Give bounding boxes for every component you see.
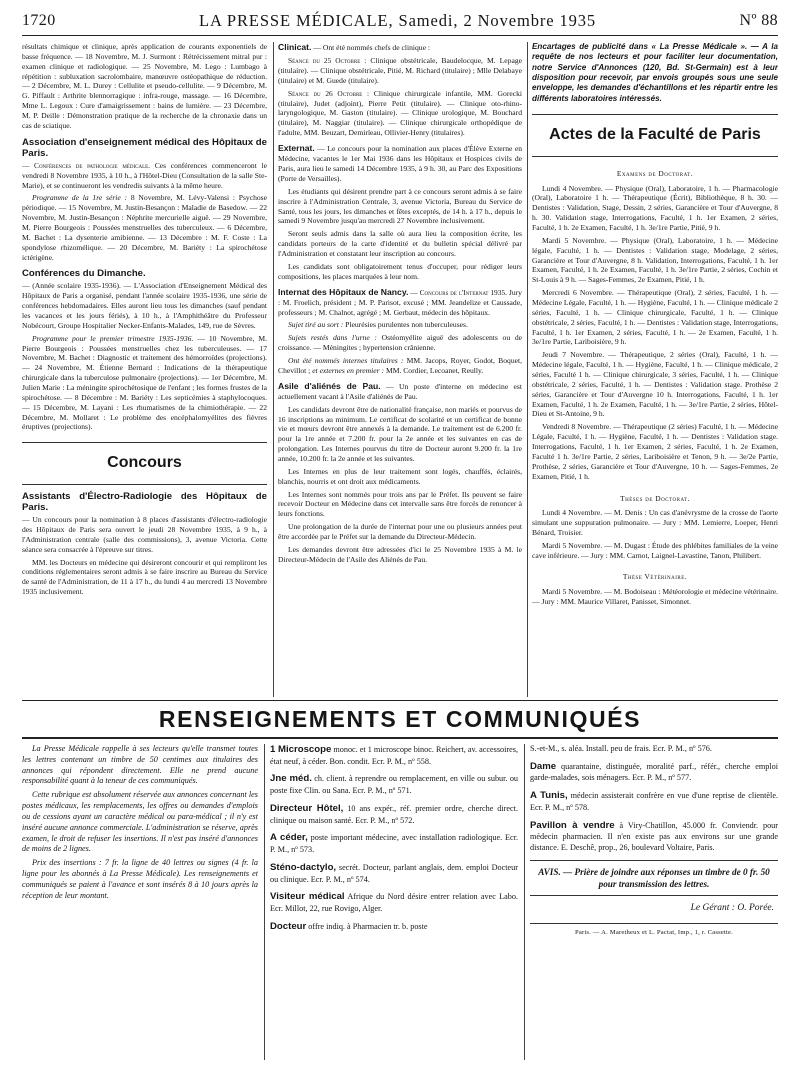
- paragraph: [278, 143, 522, 184]
- classified-ad: [270, 891, 518, 914]
- body-text: Ostéomyélite aiguë des adolescents ou de croissance. — Méningites ; hypertension crânienne.: [278, 333, 522, 353]
- classified-ad: [530, 761, 778, 784]
- paragraph: [278, 356, 522, 376]
- band-rule: [22, 700, 778, 701]
- label-text: Sujets restés dans l'urne :: [288, 333, 377, 343]
- paragraph: Lundi 4 Novembre. — Physique (Oral), Laboratoire, 1 h. — Pharmacologie (Oral), Laboratoire 1 h. — Thérapeutique (Écrit), Bibliothèque, 8 h. 30. — Dentistes : Validation, Stage, Dessin, 2 séries, Garancière et Tour d'Auvergne, 8 h. 30. Validation stage, Interrogations, Faculté, 1 h. 1er Examen, 2 séries, Faculté, 1 h. 2e Examen, Faculté, 1 h. 3e/1re Partie, Pitié, 9 h.: [532, 183, 778, 233]
- encart-text: — A la requête de nos lecteurs et pour faciliter leur documentation, notre Service d'Annonces (120, Bd. St-Germain) est à leur disposition pour recevoir, par envois groupés sous une seule enveloppe, les demandes d'échantillons et les répartir entre les différents laboratoires intéressés.: [532, 42, 778, 103]
- ad-keyword: Dame: [530, 760, 557, 772]
- paragraph: [278, 287, 522, 318]
- body-text: Jury : M. Froelich, président ; M. P. Parisot, excusé ; MM. Jeandelize et Caussade, professeurs ; M. Chalnot, agrégé ; M. Gerbaut, médecin des hôpitaux.: [278, 287, 522, 317]
- inline-heading: Asile d'aliénés de Pau.: [278, 380, 381, 391]
- ad-keyword: Jne méd.: [270, 773, 312, 785]
- upper-section: [22, 42, 778, 697]
- paragraph: [22, 334, 267, 433]
- encart-title: Encartages de publicité dans « La Presse Médicale ».: [532, 42, 748, 51]
- paragraph: Une prolongation de la durée de l'internat pour une ou plusieurs années peut être accordée par le Préfet sur la demande du Directeur-Médecin.: [278, 522, 522, 542]
- notice-paragraph: Prix des insertions : 7 fr. la ligne de 40 lettres ou signes (4 fr. la ligne pour les abonnés à La Presse Médicale). Les renseignements et communiqués se paient à l'avance et sont insérés 8 à 10 jours après la réception de leur montant.: [22, 858, 258, 900]
- paragraph: Lundi 4 Novembre. — M. Denis : Un cas d'anévrysme de la crosse de l'aorte simulant une suppuration pulmonaire. — Jury : MM. Lemierre, Loeper, Henri Bénard, Troisier.: [532, 508, 778, 537]
- ad-text: ch. client. à reprendre ou remplacement, en ville ou subur. ou poste fixe Clin. ou Sana. Ecr. P. M., nº 571.: [270, 774, 518, 796]
- paragraph: Les candidats sont obligatoirement tenus d'occuper, pour rédiger leurs compositions, les places marquées à leur nom.: [278, 261, 522, 281]
- paragraph: Vendredi 8 Novembre. — Thérapeutique (2 séries) Faculté, 1 h. — Médecine Légale, Faculté, 1 h. — Hygiène, Faculté, 1 h. — Dentistes : Validation stage. Interrogations, Faculté, 1 h. 1er Examen, 2 séries, Faculté, 1 h. 2e Examen, Faculté 1 h. 3e/1re Partie, 2 séries, Lariboisière et Tenon, 9 h. — 3e/2e Partie, Prothèse, 2 séries, Garancière et Tour d'Auvergne, 10 h. — Sages-Femmes, 2e Examen, Pitié, 1 h.: [532, 422, 778, 481]
- lead-text: — Conférences de pathologie médicale.: [22, 160, 151, 170]
- paragraph: résultats chimique et clinique, après application de courants exponentiels de basse fréquence. — 18 Novembre, M. J. Surmont : Rétrécissement mitral pur : examen clinique et radiologique. — 25 Novembre, M. Lego : Lumbago à répétition : subluxation sacrolombaire, manœuvre ostéopathique de réduction. — 2 Décembre, M. L. Durey : Cellulite et pseudo-cellulite. — 9 Décembre, M. G. Piffault : Arthrite blennorragique : infra-rouge, massage. — 16 Décembre, Mme L. Legoux : Cure d'amaigrissement : bains de lumière. — 23 Décembre, M. P. Deille : Démonstration pratique de la recherche de la chronaxie dans un cas de sciatique.: [22, 42, 267, 130]
- ad-continuation: S.-et-M., s. aléa. Install. peu de frais. Ecr. P. M., nº 576.: [530, 744, 712, 753]
- column-2: [278, 42, 522, 697]
- ad-keyword: Pavillon à vendre: [530, 819, 615, 831]
- paragraph: Les Internes en plus de leur traitement sont logés, chauffés, éclairés, blanchis, nourris et ont droit aux médicaments.: [278, 466, 522, 486]
- page-header: [22, 8, 778, 34]
- concours-heading: Concours: [22, 442, 267, 485]
- paragraph: Mardi 5 Novembre. — Physique (Oral), Laboratoire, 1 h. — Médecine légale, Faculté, 1 h. — Dentistes : Validation stage, Modelage, 2 séries, Garancière et Tour d'Auvergne, 8 h. Validation, Interrogations, Faculté, 1 h. 1er Examen, Faculté, 1 h. 2e Examen, Faculté, 1 h. 3e/1re Partie, 2 séries, Cochin et St-Louis à 9 h. — Sages-Femmes, 2e Examen, Pitié, 1 h.: [532, 235, 778, 285]
- body-text: — Le concours pour la nomination aux places d'Élève Externe en Médecine, vacantes le 1er Mai 1936 dans les Hôpitaux et Hospices civils de Paris, aura lieu le samedi 14 Décembre 1935, à 9 h. 30, au Parc des Expositions (Porte de Versailles).: [278, 144, 522, 183]
- column-divider: [527, 42, 528, 697]
- classified-ad: [270, 832, 518, 855]
- section-heading: [22, 268, 267, 279]
- paragraph: Les étudiants qui désirent prendre part à ce concours seront admis à se faire inscrire à l'Administration Centrale, 3, avenue Victoria, Bureau du Service de Santé, tous les jours, les dimanches et fêtes exceptés, de 14 h. à 17 h., depuis le samedi 9 Novembre jusqu'au mercredi 27 Novembre inclusivement.: [278, 186, 522, 226]
- ads-column: [530, 744, 778, 1060]
- label-text: Séance du 25 Octobre :: [288, 56, 367, 66]
- column-divider: [273, 42, 274, 697]
- journal-title: LA PRESSE MÉDICALE, Samedi, 2 Novembre 1935: [198, 11, 597, 30]
- ads-column: [270, 744, 518, 1060]
- classified-ad: [270, 862, 518, 885]
- paragraph: [22, 161, 267, 191]
- paragraph: [22, 193, 267, 262]
- body-text: Pleurésies purulentes non tuberculeuses.: [345, 320, 468, 330]
- classified-ad: [270, 803, 518, 826]
- ad-keyword: Directeur Hôtel,: [270, 802, 344, 814]
- label-text: Programme pour le premier trimestre 1935-1936.: [32, 333, 194, 343]
- inline-heading: Internat des Hôpitaux de Nancy.: [278, 286, 409, 297]
- classified-ad: [270, 921, 518, 934]
- paragraph: [278, 320, 522, 330]
- body-text: MM. Cordier, Lecoanet, Reully.: [385, 365, 484, 375]
- paragraph: Mercredi 6 Novembre. — Thérapeutique (Oral), 2 séries, Faculté, 1 h. — Médecine Légale, Faculté, 1 h. — Hygiène, Faculté, 1 h. — Clinique médicale 2 séries, Faculté, 1 h. — Clinique chirurgicale, Faculté, 1 h. — Clinique obstétricale, 2 séries, Faculté, 1 h. — Dentistes : Validation stage, Interrogations, Faculté, 1 h. 1er Examen, 2 séries, Faculté, 1 h. — 2e Examen, Faculté, 1 h. 3e/1re Partie, Lariboisière, 9 h.: [532, 288, 778, 347]
- body-text: Clinique obstétricale, Baudelocque, M. Lepage (titulaire). — Clinique obstétricale, Pitié, M. Richard (titulaire) ; Mlle Delabaye (titulaire) et M. Guede (titulaire).: [278, 56, 522, 85]
- body-text: — Un poste d'interne en médecine est actuellement vacant à l'Asile d'aliénés de Pau.: [278, 381, 522, 401]
- paragraph: Les Internes sont nommés pour trois ans par le Préfet. Ils peuvent se faire recevoir Docteur en Médecine dans cet intervalle sans être forcés de renoncer à leurs fonctions.: [278, 489, 522, 519]
- label-text: et externes en premier :: [312, 365, 385, 375]
- paragraph: — (Année scolaire 1935-1936). — L'Association d'Enseignement Médical des Hôpitaux de Paris a organisé, pendant l'année scolaire 1935-1936, une série de conférences hebdomadaires. Elles auront lieu tous les dimanches (sauf pendant les vacances et les jours fériés), à 10 h., à l'Amphithéâtre du Professeur Nobécourt, Groupe Hospitalier Necker-Enfants-Malades, 149, rue de Sèvres.: [22, 281, 267, 330]
- column-1: [22, 42, 267, 697]
- classified-ad: [270, 744, 518, 767]
- section-banner: RENSEIGNEMENTS ET COMMUNIQUÉS: [158, 705, 642, 732]
- ad-keyword: Visiteur médical: [270, 891, 345, 903]
- ad-keyword: A Tunis,: [530, 790, 568, 802]
- body-text: Ces conférences commenceront le vendredi 8 Novembre 1935, à 10 h., à l'Hôtel-Dieu (Consultation de la salle Ste-Marie), et se continueront les vendredis suivants à la même heure.: [22, 160, 267, 190]
- paragraph: Mardi 5 Novembre. — M. Bodoiseau : Météorologie et médecine vétérinaire. — Jury : MM. Maurice Villaret, Panisset, Simonnet.: [532, 587, 778, 606]
- ad-text: médecin assisterait confrère en vue d'une reprise de clientèle. Ecr. P. M., nº 578.: [530, 791, 778, 812]
- paragraph: Les demandes devront être adressées d'ici le 25 Novembre 1935 à M. le Directeur-Médecin de l'Asile des Aliénés de Pau.: [278, 544, 522, 564]
- column-divider: [264, 744, 265, 1060]
- ad-text: 10 ans expér., réf. premier ordre, cherche direct. clinique ou maison santé. Ecr. P. M., nº 572.: [270, 803, 518, 825]
- subheading: Thèse Vétérinaire.: [622, 572, 688, 582]
- ad-text: quarantaine, distinguée, moralité parf., référ., cherche emploi garde-malades, sois ménagers. Ecr. P. M., nº 577.: [530, 761, 778, 783]
- lower-section: [22, 744, 778, 1060]
- page-number: 1720: [22, 12, 56, 29]
- ad-keyword: Docteur: [270, 920, 307, 932]
- band-rule: [22, 737, 778, 739]
- ad-text: monoc. et 1 microscope binoc. Reichert, av. accessoires, état neuf, à céder. Bon. condit. Ecr. P. M., nº 558.: [270, 745, 518, 766]
- inline-heading: Clinicat.: [278, 42, 312, 52]
- ad-text: secrét. Docteur, parlant anglais, dem. emploi Docteur ou clinique. Ecr. P. M., nº 574.: [270, 862, 518, 884]
- printer-imprint: Paris. — A. Maretheux et L. Pactat, Imp., 1, r. Cassette.: [574, 928, 734, 936]
- paragraph: — Un concours pour la nomination à 8 places d'assistants d'électro-radiologie des Hôpitaux de Paris sera ouvert le jeudi 28 Novembre 1935, à 9 h., à l'Administration centrale (salle des commissions), 3, avenue Victoria. Cette séance sera consacrée à l'épreuve sur titres.: [22, 515, 267, 554]
- body-text: Clinique chirurgicale infantile, MM. Gorecki (titulaire), Judet (adjoint), Pierre Petit (titulaire). — Clinique oto-rhino-laryngologique, M. Gaston (titulaire). — Clinique urologique, M. Bouchard (titulaire), M. Naggiar (titulaire). — Clinique chirurgicale orthopédique de l'adulte, MM. Beuzart, Demirleau, Ollivier-Henry (titulaires).: [278, 88, 522, 138]
- subheading: Thèses de Doctorat.: [620, 493, 690, 503]
- faculte-heading: Actes de la Faculté de Paris: [532, 114, 778, 157]
- body-text: — 10 Novembre, M. Pierre Bourgeois : Poussées menstruelles chez les tuberculeuses. — 17 Novembre, M. Bachet : Diagnostic et traitement des hémorroïdes (projections). — 24 Novembre, M. Étienne Bernard : Indications de la thérapeutique chirurgicale dans la tuberculose pulmonaire (projections). — 1er Décembre, M. Julien Marie : La méningite spirochétosique de l'enfant ; les formes frustes de la spirochétose. — 8 Décembre : M. Bariéty : Les septicémies à staphylocoques. — 15 Décembre, M. Layani : Les rhumatismes de la chimiothérapie. — 22 Décembre, M. Mollaret : Le problème des encéphalomyélites des fièvres éruptives (projections).: [22, 333, 267, 432]
- classified-ad: [270, 773, 518, 796]
- paragraph: [278, 89, 522, 138]
- label-text: Séance du 26 Octobre :: [288, 88, 370, 98]
- section-heading: Association d'enseignement médical des Hôpitaux de Paris.: [22, 136, 267, 159]
- classified-ad: [530, 820, 778, 854]
- ad-keyword: Sténo-dactylo,: [270, 861, 337, 873]
- gerant-signature: Le Gérant : O. Porée.: [690, 903, 774, 914]
- subheading: Examens de Doctorat.: [616, 168, 694, 178]
- encart-notice: [532, 42, 778, 104]
- label-text: Sujet tiré au sort :: [288, 320, 344, 330]
- ad-text: poste important médecine, avec installation radiologique. Ecr. P. M., nº 573.: [270, 833, 518, 855]
- issue-number: Nº 88: [739, 12, 778, 29]
- ad-text: Afrique du Nord désire entrer relation avec Labo. Ecr. Millot, 22, rue Rovigo, Alger.: [270, 892, 518, 914]
- notice-column: [22, 744, 258, 1060]
- section-heading: Assistants d'Électro-Radiologie des Hôpitaux de Paris.: [22, 491, 267, 514]
- paragraph: Seront seuls admis dans la salle où aura lieu la composition écrite, les candidats porteurs de la carte d'identité et du bulletin spécial délivré par l'Administration et constatant leur inscription au concours.: [278, 229, 522, 258]
- paragraph: Les candidats devront être de nationalité française, non mariés et pourvus de 16 inscriptions au minimum. Le certificat de scolarité et un certificat de bonne vie et mœurs devront être annexés à la demande. Le traitement est de 6.200 fr. pour la 1re année et 7.200 fr. pour la 2e année et les suivantes en cas de prolongation. Les Internes pourvus du titre de Docteur auront 9.200 fr. la 1re année, 10.200 fr. la 2e année et les suivantes.: [278, 404, 522, 464]
- paragraph: Jeudi 7 Novembre. — Thérapeutique, 2 séries (Oral), Faculté, 1 h. — Médecine légale, Faculté, 1 h. — Hygiène, Faculté, 1 h. — Clinique médicale, 2 séries, Faculté 1 h. — Clinique chirurgicale, 3 séries, Faculté, 1 h. — Clinique obstétricale, 2 séries, Faculté, 1 h. — Dentistes : Validation stage. Prothèse 2 séries, Garancière et Tour d'Auvergne 10 h. Interrogations, Faculté, 1 h. 1er Examen, Faculté, 1 h. 2e Examen, Faculté, 1 h. — 3e/1re Partie, 2 séries, Hôtel-Dieu et St-Antoine, 9 h.: [532, 350, 778, 419]
- column-divider: [524, 744, 525, 1060]
- inline-heading: Externat.: [278, 143, 315, 154]
- paragraph: [278, 56, 522, 86]
- footer-rule: [530, 923, 778, 924]
- label-text: Ont été nommés internes titulaires :: [288, 356, 404, 365]
- ad-keyword: A céder,: [270, 832, 308, 844]
- label-text: Programme de la 1re série :: [32, 193, 128, 203]
- classified-ad: [530, 790, 778, 813]
- avis-notice: AVIS. — Prière de joindre aux réponses un timbre de 0 fr. 50 pour transmission des lettres.: [530, 860, 778, 896]
- paragraph: MM. les Docteurs en médecine qui désireront concourir et qui rempliront les conditions réglementaires seront admis à se faire inscrire au Bureau du Service de santé de l'Administration, de 11 à 17 h., du lundi 4 au mercredi 13 Novembre 1935 inclusivement.: [22, 557, 267, 597]
- ad-keyword: 1 Microscope: [270, 744, 332, 755]
- ad-text: à Viry-Chatillon, 45.000 fr. Conviendr. pour médecin pharmacien. Il n'en existe pas aux environs sur une grande distance. E. Deschê, prop., 26, boulevard Voltaire, Paris.: [530, 820, 778, 853]
- notice-paragraph: La Presse Médicale rappelle à ses lecteurs qu'elle transmet toutes les lettres contenant un timbre de 50 centimes aux titulaires des annonces qui répondent directement. Elle ne prend aucune responsabilité quant à la teneur de ces communiqués.: [22, 744, 258, 786]
- paragraph: [278, 42, 522, 53]
- heading-text: Conférences du Dimanche.: [22, 268, 146, 280]
- body-text: — Ont été nommés chefs de clinique :: [313, 43, 430, 52]
- lead-text: — Concours de l'Internat 1935.: [410, 287, 507, 297]
- body-text: 8 Novembre, M. Lévy-Valensi : Psychose périodique. — 15 Novembre, M. Justin-Besançon : Maladie de Basedow. — 22 Novembre, M. Justin-Besançon : Néphrite mercurielle aiguë. — 29 Novembre, M. Pierre Bourgeois : Poussées menstruelles des tuberculeux. — 6 Décembre, M. Bachet : La dysenterie amibienne. — 13 Décembre : M. F. Coste : La spondylose rhizomélique. — 20 Décembre, M. Bariéty : La spirochétose ictérigène.: [22, 193, 267, 262]
- column-3: [532, 42, 778, 697]
- header-rule: [22, 35, 778, 36]
- paragraph: [278, 381, 522, 402]
- paragraph: Mardi 5 Novembre. — M. Dugast : Étude des phlébites familiales de la veine cave inférieure. — Jury : MM. Carnot, Laignel-Lavastine, Tanon, Philibert.: [532, 540, 778, 560]
- body-text: MM. Jacops, Royer, Godot, Boquet, Chevillot ;: [278, 356, 522, 375]
- ad-text: offre indiq. à Pharmacien tr. b. poste: [308, 921, 428, 931]
- notice-paragraph: Cette rubrique est absolument réservée aux annonces concernant les postes médicaux, les remplacements, les offres ou demandes d'emplois ou de cessions ayant un caractère médical ou para-médical ; il n'y est inséré aucune annonce commerciale. L'administration se réserve, après examen, le droit de refuser les insertions. Il n'est pas inséré d'annonces de moins de 2 lignes.: [22, 790, 258, 854]
- paragraph: [278, 333, 522, 353]
